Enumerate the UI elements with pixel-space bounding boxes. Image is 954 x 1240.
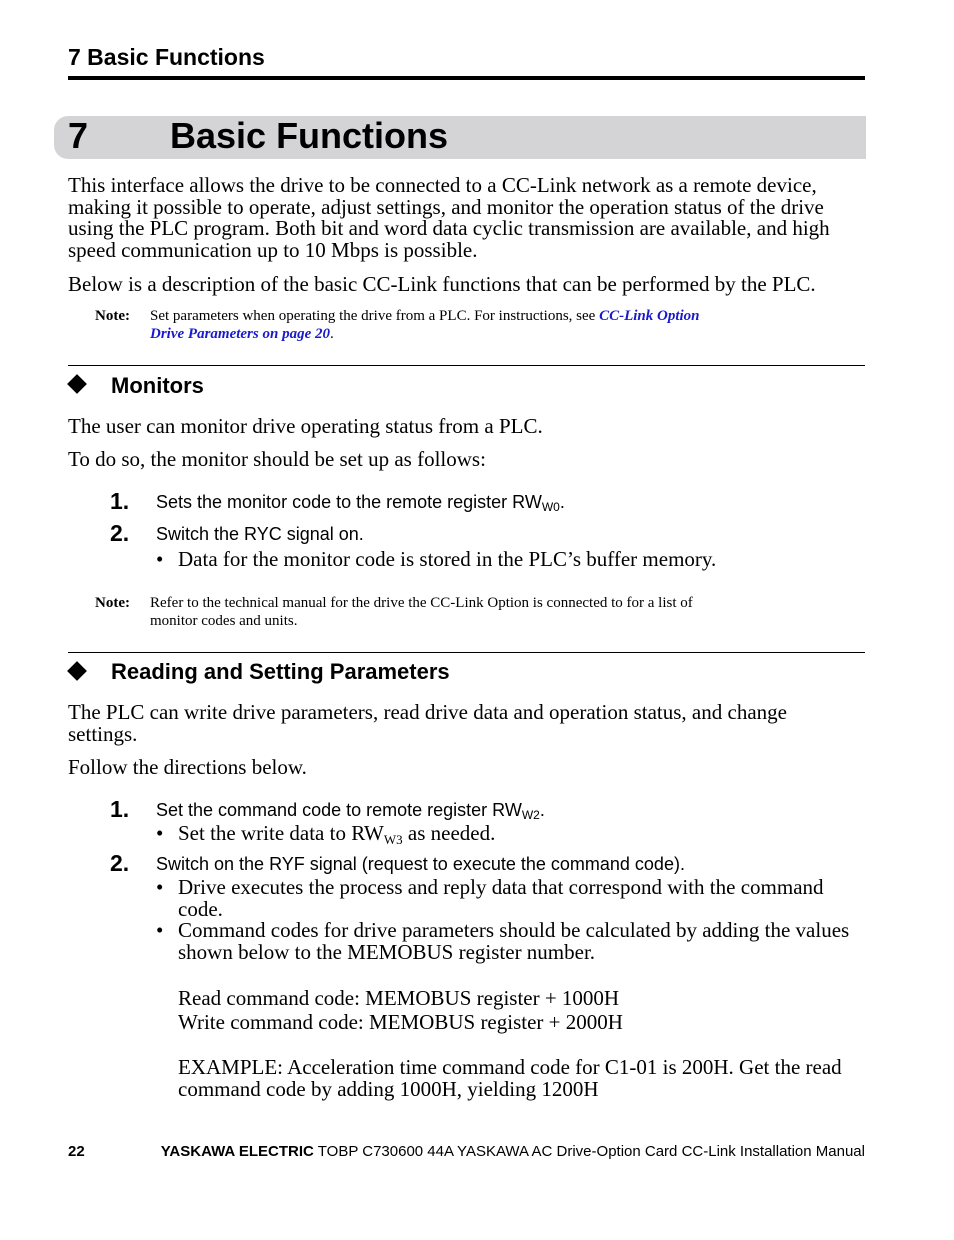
parameters-paragraph-2: Follow the directions below. bbox=[68, 755, 307, 779]
running-header: 7 Basic Functions bbox=[68, 44, 265, 70]
step-text: Sets the monitor code to the remote register $RW_{W0}$. bbox=[156, 492, 565, 514]
cross-reference-link[interactable]: CC-Link Option bbox=[599, 308, 700, 324]
step-text: Switch on the RYF signal (request to execute the command code). bbox=[156, 854, 685, 874]
chapter-number: 7 bbox=[68, 115, 89, 156]
section-title-parameters: Reading and Setting Parameters bbox=[111, 659, 450, 684]
note-parameters: Note: Set parameters when operating the drive from a PLC. For instructions, see CC-Link Option Drive Parameters on page 20. bbox=[95, 308, 700, 342]
step-number: 1. bbox=[110, 796, 130, 822]
step-text: Switch the RYC signal on. bbox=[156, 524, 364, 544]
command-code-formula: Read command code: MEMOBUS register + 1000H Write command code: MEMOBUS register + 2000H bbox=[178, 986, 623, 1034]
section-title-monitors: Monitors bbox=[111, 373, 204, 398]
intro-paragraph: This interface allows the drive to be connected to a CC-Link network as a remote device, making it possible to operate, adjust settings, and monitor the operation status of the drive using the PLC program. Both bit and word data cyclic transmission are available, and high speed communication up to 10 Mbps is possible. bbox=[68, 173, 830, 262]
page-number: 22 bbox=[68, 1143, 85, 1160]
step-number: 2. bbox=[110, 850, 130, 876]
monitors-paragraph-2: To do so, the monitor should be set up as follows: bbox=[68, 447, 486, 471]
note-label: Note: bbox=[95, 308, 130, 324]
monitors-paragraph-1: The user can monitor drive operating status from a PLC. bbox=[68, 414, 543, 438]
footer-document-title: YASKAWA ELECTRIC TOBP C730600 44A YASKAWA AC Drive-Option Card CC-Link Installation Manual bbox=[160, 1143, 865, 1160]
header-rule bbox=[68, 76, 865, 80]
intro-paragraph-2: Below is a description of the basic CC-Link functions that can be performed by the PLC. bbox=[68, 272, 816, 296]
step-number: 2. bbox=[110, 520, 130, 546]
step-text: Set the command code to remote register $RW_{W2}$. bbox=[156, 800, 545, 822]
note-monitor-codes: Note: Refer to the technical manual for the drive the CC-Link Option is connected to for a list of monitor codes and units. bbox=[95, 595, 693, 629]
chapter-title: Basic Functions bbox=[170, 115, 449, 156]
diamond-bullet-icon bbox=[67, 661, 87, 681]
parameters-paragraph-1: The PLC can write drive parameters, read drive data and operation status, and change settings. bbox=[68, 700, 787, 746]
diamond-bullet-icon bbox=[67, 374, 87, 394]
note-label: Note: bbox=[95, 595, 130, 611]
example-text: EXAMPLE: Acceleration time command code for C1-01 is 200H. Get the read command code by adding 1000H, yielding 1200H bbox=[178, 1055, 842, 1101]
step-number: 1. bbox=[110, 488, 130, 514]
cross-reference-link-cont[interactable]: Drive Parameters on page 20 bbox=[150, 325, 330, 342]
section-divider bbox=[68, 365, 865, 366]
section-divider bbox=[68, 652, 865, 653]
